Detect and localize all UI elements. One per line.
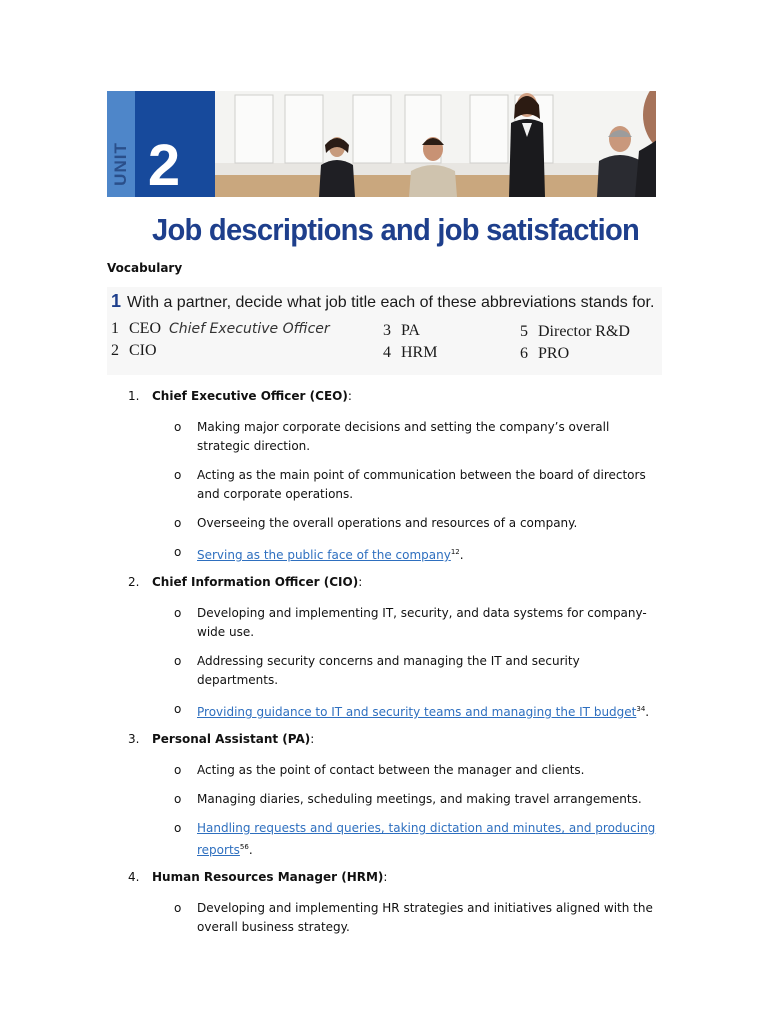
bullet-icon: o	[174, 821, 182, 835]
footnote-ref[interactable]: 34	[636, 705, 646, 713]
exercise-instruction	[111, 291, 654, 312]
bullet-icon: o	[174, 792, 182, 806]
vocabulary-label: Vocabulary	[107, 261, 183, 275]
page-title: Job descriptions and job satisfaction	[152, 212, 640, 247]
unit-number: 2	[147, 133, 181, 197]
section-heading	[0, 389, 768, 418]
section-title: Personal Assistant (PA):	[152, 732, 315, 746]
footnote-ref[interactable]: 56	[239, 843, 249, 851]
list-item: o Making major corporate decisions and setting the company’s overall strategic direction.	[174, 420, 610, 453]
list-item: o Addressing security concerns and managing the IT and security departments.	[174, 654, 580, 687]
bullet-icon: o	[174, 654, 182, 668]
abbreviation-item: 4 HRM	[383, 344, 438, 361]
list-item: o Developing and implementing IT, security, and data systems for company-wide use.	[174, 606, 647, 639]
abbreviation-item: 3 PA	[383, 322, 420, 339]
reference-link[interactable]: Serving as the public face of the company	[197, 548, 451, 562]
abbreviation-item: 6 PRO	[520, 345, 570, 362]
section-number: 1.	[128, 389, 140, 403]
section-number: 3.	[128, 732, 140, 746]
list-item: o Handling requests and queries, taking dictation and minutes, and producing reports$^{56}$.	[174, 821, 656, 857]
list-item: o Overseeing the overall operations and resources of a company.	[0, 514, 768, 533]
section-title: Chief Information Officer (CIO):	[152, 575, 363, 589]
footnote-ref[interactable]: 12	[450, 548, 460, 556]
reference-link[interactable]: Handling requests and queries, taking dictation and minutes, and producing reports	[197, 821, 656, 857]
bullet-icon: o	[174, 468, 182, 482]
section-heading	[0, 870, 768, 899]
reference-link[interactable]: Providing guidance to IT and security teams and managing the IT budget	[197, 705, 637, 719]
list-item: o Providing guidance to IT and security teams and managing the IT budget$^{34}$.	[174, 702, 650, 719]
list-item: o Acting as the main point of communication between the board of directors and corporate operations.	[174, 468, 646, 501]
bullet-icon: o	[174, 763, 182, 777]
unit-word: UNIT	[111, 142, 131, 186]
section-cio	[0, 575, 768, 722]
list-item: o Serving as the public face of the company$^{12}$.	[174, 545, 464, 562]
bullet-icon: o	[174, 420, 182, 434]
bullet-icon: o	[174, 901, 182, 915]
list-item: o Developing and implementing HR strategies and initiatives aligned with the overall business strategy.	[174, 901, 653, 934]
abbreviation-item: 2 CIO	[111, 342, 157, 359]
section-heading	[0, 732, 768, 761]
exercise-text: With a partner, decide what job title each of these abbreviations stands for.	[127, 294, 655, 311]
section-title: Human Resources Manager (HRM):	[152, 870, 388, 884]
section-number: 2.	[128, 575, 140, 589]
section-title: Chief Executive Officer (CEO):	[152, 389, 352, 403]
unit-banner	[107, 91, 656, 197]
exercise-number: 1	[111, 291, 122, 311]
handwritten-answer: Chief Executive Officer	[169, 321, 330, 337]
meeting-photo	[215, 91, 656, 197]
list-item: o Managing diaries, scheduling meetings, and making travel arrangements.	[0, 790, 768, 809]
section-heading	[0, 575, 768, 604]
section-pa	[0, 732, 768, 860]
job-description-list	[0, 389, 768, 947]
section-hrm	[0, 870, 768, 937]
section-ceo	[0, 389, 768, 565]
list-item: o Acting as the point of contact between the manager and clients.	[0, 761, 768, 780]
exercise-box	[107, 287, 662, 375]
bullet-icon: o	[174, 516, 182, 530]
section-number: 4.	[128, 870, 140, 884]
bullet-icon: o	[174, 702, 182, 716]
bullet-icon: o	[174, 606, 182, 620]
abbreviation-item: 5 Director R&D	[520, 323, 630, 340]
abbreviation-item: 1 CEO Chief Executive Officer	[111, 320, 330, 337]
bullet-icon: o	[174, 545, 182, 559]
